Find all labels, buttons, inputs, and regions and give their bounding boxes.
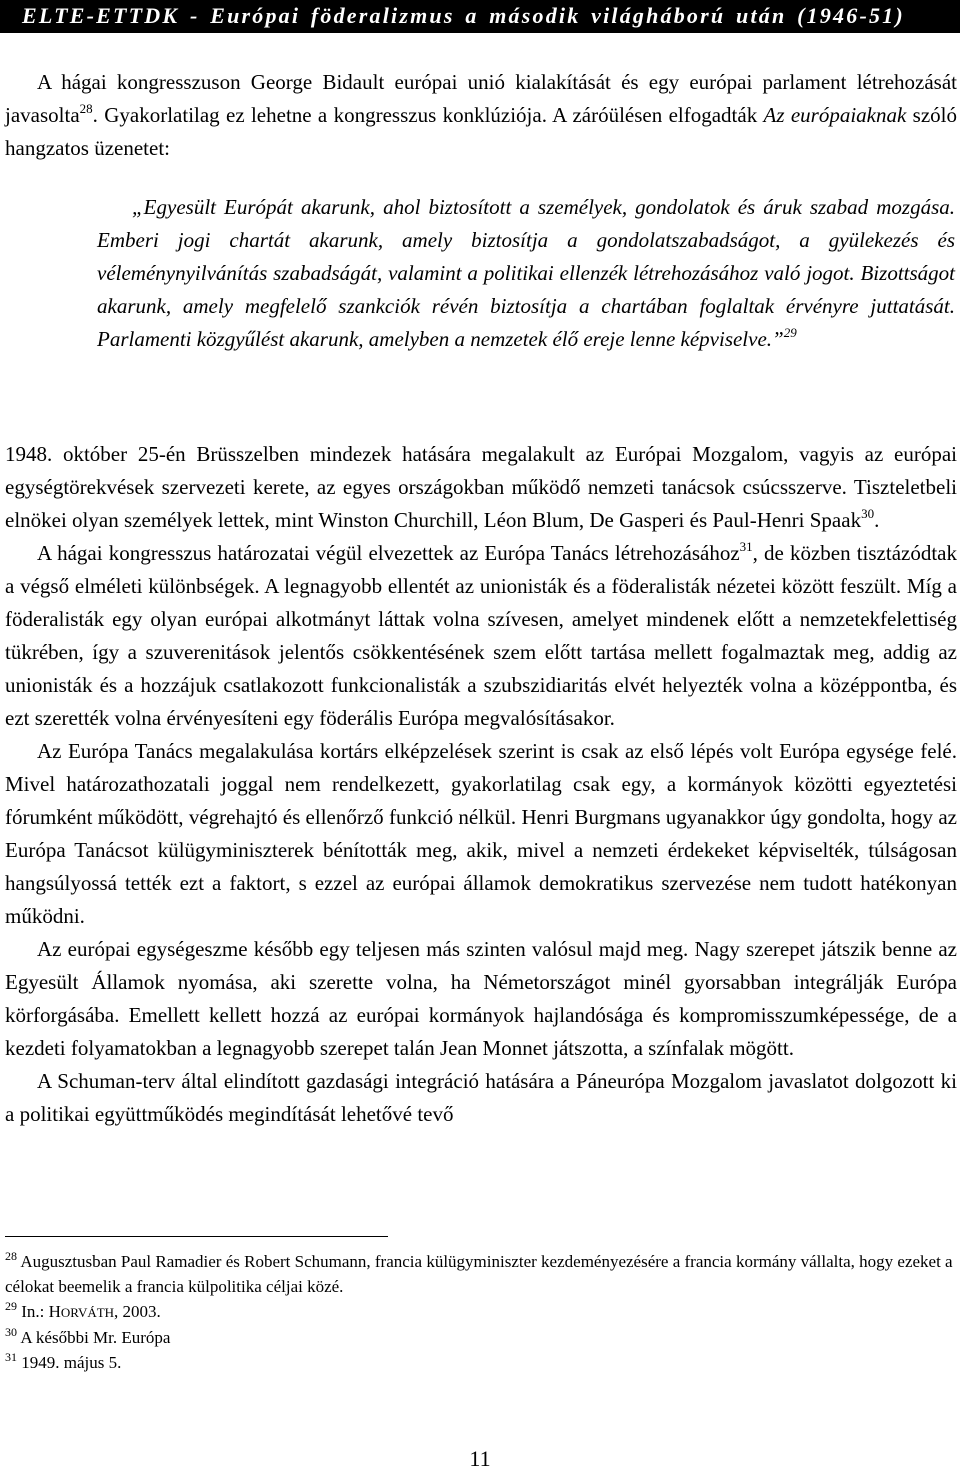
footnote-text: , 2003.: [114, 1302, 161, 1321]
footnote: [5, 1350, 955, 1375]
paragraph-council-founding: Az Európa Tanács megalakulása kortárs elképzelések szerint is csak az első lépés volt Európa egysége felé. Mivel határozathozatali joggal nem rendelkezett, gyakorlatilag csak egy, a kormányok közötti egyeztetési fórumként működött, végrehajtó és ellenőrző funkció nélkül. Henri Burgmans ugyanakkor úgy gondolta, hogy az Európa Tanácsot külügyminiszterek bénították meg, akik, mivel a nemzeti érdekeket képviselték, túlságosan hangsúlyossá tették ezt a faktort, s ezzel az európai államok demokratikus szervezése nem tudott hatékonyan működni.: [5, 739, 957, 928]
footnotes: [5, 1249, 955, 1375]
paragraph-text: , de közben tisztázódtak a végső elméleti különbségek. A legnagyobb ellentét az unionisták és a föderalisták nézetei között feszült. Míg a föderalisták egy olyan európai alkotmányt láttak volna szívesen, amelyet mindenek előtt a nemzetekfelettiség tükrében, így a szuverenitások jelentős csökkentésének szem előtt tartása mellett fogalmaztak meg, addig az unionisták és a hozzájuk csatlakozott funkcionalisták a szubszidiaritás elvét helyezték volna a középpontba, és ezt szerették volna érvényesíteni egy föderális Európa megvalósításakor.: [5, 541, 957, 730]
footnote-ref-28[interactable]: 28: [79, 101, 93, 116]
footnote-text: A későbbi Mr. Európa: [20, 1328, 171, 1347]
quote-text: „Egyesült Európát akarunk, ahol biztosított a személyek, gondolatok és áruk szabad mozgása. Emberi jogi chartát akarunk, amely biztosítja a gondolatszabadságot, a gyülekezés és véleménynyilvánítás szabadságát, valamint a politikai ellenzék létrehozásához való jogot. Bizottságot akarunk, amely megfelelő szankciók révén biztosítja a chartában foglaltak érvényre juttatását. Parlamenti közgyűlést akarunk, amelyben a nemzetek élő ereje lenne képviselve.”: [97, 195, 955, 351]
footnote-text: In.:: [21, 1302, 49, 1321]
paragraph-schuman-plan: A Schuman-terv által elindított gazdasági integráció hatására a Páneurópa Mozgalom javaslatot dolgozott ki a politikai együttműködés megindítását lehetővé tevő: [5, 1069, 957, 1126]
author-name-smallcaps: ORVÁTH: [60, 1305, 115, 1320]
paragraph-text: 1948. október 25-én Brüsszelben mindezek hatására megalakult az Európai Mozgalom, vagyis az európai egységtörekvések szervezeti kerete, az egyes országokban működő nemzeti tanácsok csúcsszerve. Tiszteletbeli elnökei olyan személyek lettek, mint Winston Churchill, Léon Blum, De Gasperi és Paul-Henri Spaak: [5, 442, 957, 532]
footnote-text: 1949. május 5.: [21, 1353, 122, 1372]
intro-text-3: szóló hangzatos üzenetet:: [5, 103, 957, 160]
page-number: 11: [469, 1446, 491, 1471]
message-title: Az európaiaknak: [763, 103, 907, 127]
header-title: ELTE-ETTDK - Európai föderalizmus a második világháború után (1946-51): [22, 3, 905, 28]
footnote-number: 30: [5, 1325, 17, 1339]
footnote-ref-30[interactable]: 30: [861, 506, 875, 521]
footnote-number: 31: [5, 1350, 17, 1364]
footnote: [5, 1249, 955, 1299]
paragraph-unity-idea: Az európai egységeszme később egy teljesen más szinten valósul majd meg. Nagy szerepet játszik benne az Egyesült Államok nyomása, aki szerette volna, ha Németországot minél gyorsabban integrálják Európa körforgásába. Emellett kellett hozzá az európai kormányok hajlandósága és kompromisszumképessége, de a kezdeti folyamatokban a legnagyobb szerepet talán Jean Monnet játszotta, a színfalak mögött.: [5, 937, 957, 1060]
footnote-number: 29: [5, 1299, 17, 1313]
author-name-initial: H: [48, 1302, 61, 1321]
footnote-text: Augusztusban Paul Ramadier és Robert Schumann, francia külügyminiszter kezdeményezésére a francia kormány vállalta, hogy ezeket a célokat beemelik a francia külpolitika céljai közé.: [5, 1252, 953, 1296]
footnote-ref-31[interactable]: 31: [739, 539, 753, 554]
intro-text-1: A hágai kongresszuson George Bidault európai unió kialakítását és egy európai parlament létrehozását javasolta: [5, 70, 957, 127]
footnote-separator: [5, 1236, 388, 1237]
footnote: [5, 1299, 955, 1325]
intro-paragraph: [5, 66, 957, 165]
block-quote: [97, 191, 955, 356]
paragraph-text: .: [874, 508, 880, 532]
footnote-number: 28: [5, 1249, 17, 1263]
footnote: [5, 1325, 955, 1350]
paragraph-text: A hágai kongresszus határozatai végül elvezettek az Európa Tanács létrehozásához: [37, 541, 740, 565]
paragraph-council-of-europe: [5, 537, 957, 735]
main-body: [5, 438, 957, 1131]
footnote-ref-29[interactable]: 29: [783, 325, 797, 340]
paragraph-european-movement: [5, 438, 957, 537]
running-header: [0, 0, 960, 33]
intro-text-2: . Gyakorlatilag ez lehetne a kongresszus konklúziója. A záróülésen elfogadták: [92, 103, 764, 127]
